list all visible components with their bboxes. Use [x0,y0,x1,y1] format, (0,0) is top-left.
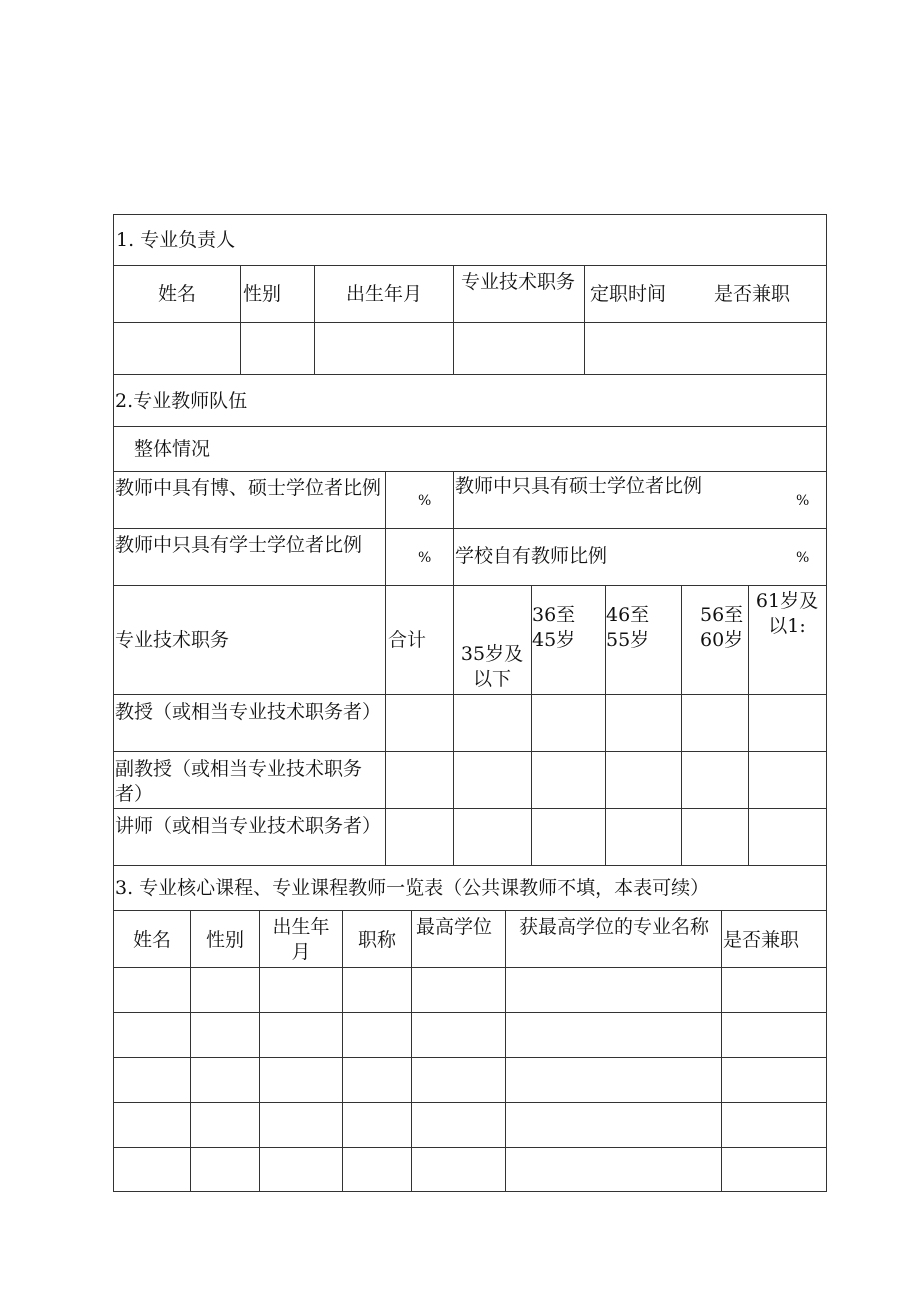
row-divider [113,967,827,968]
s3-header-part-time: 是否兼职 [723,929,800,951]
age-table-total-col: 合计 [388,629,427,651]
row-divider [113,471,827,472]
row-associate-professor: 副教授（或相当专业技术职务者） [115,758,363,805]
percent-sign: % [418,493,432,509]
col-divider [240,265,241,374]
col-divider [721,910,722,1192]
row-divider [113,265,827,266]
age-col-61-above: 61岁及以1: [755,590,819,637]
age-col-35-below: 35岁及以下 [460,643,524,690]
col-divider [411,910,412,1192]
row-divider [113,808,827,809]
col-divider [453,265,454,374]
master-only-ratio-label: 教师中只具有硕士学位者比例 [455,475,703,497]
s3-header-major: 获最高学位的专业名称 [518,916,709,938]
row-divider [113,910,827,911]
row-lecturer: 讲师（或相当专业技术职务者） [115,815,382,837]
overall-status-label: 整体情况 [134,438,211,460]
section-2-title: 2.专业教师队伍 [115,390,248,412]
age-col-46-55: 46至55岁 [606,604,650,651]
row-divider [113,1057,827,1058]
percent-sign: % [796,493,810,509]
row-divider [113,1102,827,1103]
col-divider [259,910,260,1192]
s3-header-birth: 出生年月 [272,916,330,963]
percent-sign: % [418,550,432,566]
header-name: 姓名 [157,283,196,305]
row-divider [113,1147,827,1148]
row-divider [113,322,827,323]
header-birth: 出生年月 [345,283,422,305]
col-divider [584,265,585,374]
row-divider [113,426,827,427]
header-gender: 性别 [243,283,282,305]
col-divider [385,471,386,865]
percent-sign: % [796,550,810,566]
header-appoint-time: 定职时间 [590,283,667,305]
bachelor-only-ratio-label: 教师中只具有学士学位者比例 [115,534,363,556]
col-divider [505,910,506,1192]
row-divider [113,694,827,695]
s3-header-gender: 性别 [205,929,244,951]
s3-header-rank: 职称 [357,929,396,951]
col-divider [681,585,682,865]
row-divider [113,751,827,752]
section-3-title: 3. 专业核心课程、专业课程教师一览表（公共课教师不填，本表可续） [115,877,710,899]
header-professional-title: 专业技术职务 [460,271,575,293]
age-col-56-60: 56至60岁 [700,604,744,651]
row-divider [113,374,827,375]
age-table-title-col: 专业技术职务 [115,629,230,651]
s3-header-name: 姓名 [132,929,171,951]
phd-master-ratio-label: 教师中具有博、硕士学位者比例 [115,477,382,499]
own-teacher-ratio-label: 学校自有教师比例 [455,545,608,567]
col-divider [453,471,454,865]
section-1-title: 1. 专业负责人 [116,229,236,251]
row-divider [113,585,827,586]
row-divider [113,528,827,529]
s3-header-degree: 最高学位 [416,916,493,938]
row-professor: 教授（或相当专业技术职务者） [115,701,382,723]
header-part-time: 是否兼职 [714,283,791,305]
age-col-36-45: 36至45岁 [532,604,576,651]
row-divider [113,865,827,866]
row-divider [113,1012,827,1013]
